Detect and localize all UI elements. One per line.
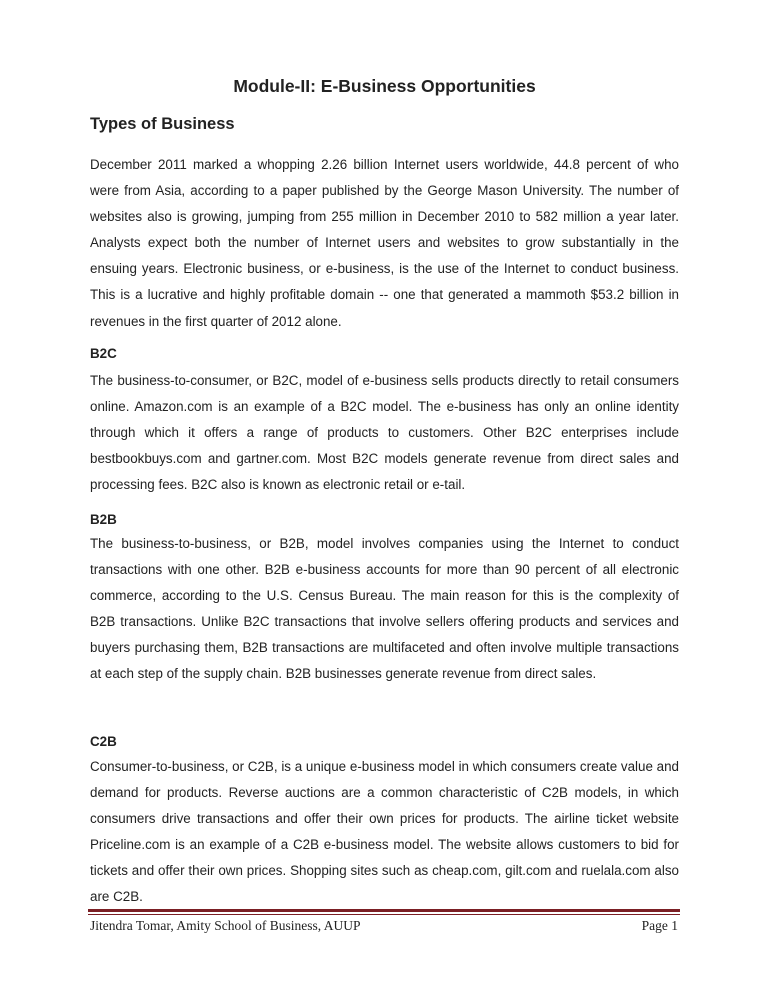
- document-title: Module-II: E-Business Opportunities: [233, 76, 536, 96]
- b2b-paragraph: The business-to-business, or B2B, model involves companies using the Internet to conduct transactions with one other. B2B e-business accounts for more than 90 percent of all electronic commerce, according to the U.S. Census Bureau. The main reason for this is the complexity of B2B transactions. Unlike B2C transactions that involve sellers offering products and services and buyers purchasing them, B2B transactions are multifaceted and often involve multiple transactions at each step of the supply chain. B2B businesses generate revenue from direct sales.: [90, 536, 679, 682]
- b2c-paragraph: The business-to-consumer, or B2C, model of e-business sells products directly to retail consumers online. Amazon.com is an example of a B2C model. The e-business has only an online identity through which it offers a range of products to customers. Other B2C enterprises include bestbookbuys.com and gartner.com. Most B2C models generate revenue from direct sales and processing fees. B2C also is known as electronic retail or e-tail.: [90, 373, 679, 493]
- section-heading-types-of-business: Types of Business: [90, 115, 235, 133]
- b2b-heading: B2B: [90, 512, 117, 527]
- footer-divider-thick: [88, 909, 680, 912]
- footer-divider-thin: [88, 914, 680, 915]
- intro-paragraph: December 2011 marked a whopping 2.26 billion Internet users worldwide, 44.8 percent of who were from Asia, according to a paper published by the George Mason University. The number of websites also is growing, jumping from 255 million in December 2010 to 582 million a year later. Analysts expect both the number of Internet users and websites to grow substantially in the ensuing years. Electronic business, or e-business, is the use of the Internet to conduct business. This is a lucrative and highly profitable domain -- one that generated a mammoth $53.2 billion in revenues in the first quarter of 2012 alone.: [90, 157, 679, 329]
- footer-page-number: Page 1: [641, 918, 678, 933]
- b2c-heading: B2C: [90, 346, 117, 361]
- footer-author: Jitendra Tomar, Amity School of Business, AUUP: [90, 918, 361, 933]
- c2b-heading: C2B: [90, 734, 117, 749]
- c2b-paragraph: Consumer-to-business, or C2B, is a unique e-business model in which consumers create value and demand for products. Reverse auctions are a common characteristic of C2B models, in which consumers drive transactions and offer their own prices for products. The airline ticket website Priceline.com is an example of a C2B e-business model. The website allows customers to bid for tickets and offer their own prices. Shopping sites such as cheap.com, gilt.com and ruelala.com also are C2B.: [90, 759, 679, 905]
